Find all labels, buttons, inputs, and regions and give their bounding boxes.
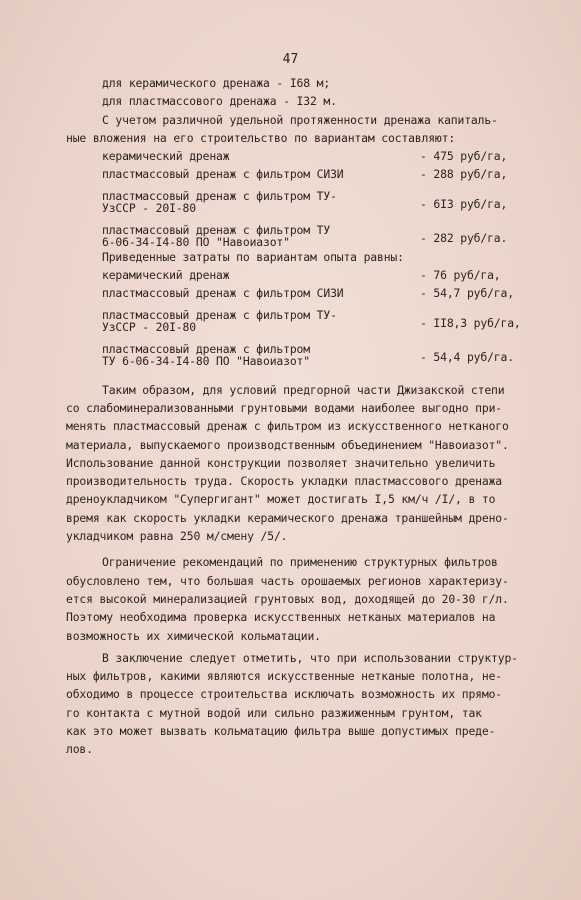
intro-line: для керамического дренажа - I68 м; [102,76,331,90]
paragraph-line: го контакта с мутной водой или сильно разжиженным грунтом, так [66,705,482,720]
costs-intro: Приведенные затраты по вариантам опыта равны: [102,249,404,264]
paragraph-line: как это может вызвать кольматацию фильтра выше допустимых преде- [66,724,496,739]
paragraph-line: лов. [66,742,93,757]
item-label: керамический дренаж [102,149,230,164]
item-label: пластмассовый дренаж с фильтром СИЗИ [102,167,344,182]
item-label-line: пластмассовый дренаж с фильтром ТУ- [102,188,337,203]
paragraph-line: менять пластмассовый дренаж с фильтром из искусственного нетканого [66,419,509,434]
paragraph-line: ных фильтров, какими являются искусственные нетканые полотна, не- [66,669,503,684]
paragraph-line: дреноукладчиком "Супергигант" может достигать I,5 км/ч /I/, в то [66,492,496,507]
capital-item [66,218,528,248]
item-value: - 76 руб/га, [420,268,501,283]
item-value: - 288 руб/га, [420,167,508,182]
item-label-line: УзССР - 20I-80 [102,200,196,215]
paragraph-line: Таким образом, для условий предгорной части Джизакской степи [102,382,505,397]
paragraph-conclusion-1 [66,381,528,546]
cost-item [66,266,528,284]
item-label: пластмассовый дренаж с фильтром СИЗИ [102,286,344,301]
item-value: - 54,7 руб/га, [420,286,514,301]
capital-list [66,147,528,248]
item-value: - 282 руб/га. [420,231,508,246]
capital-item [66,165,528,183]
item-label-line: пластмассовый дренаж с фильтром ТУ [102,222,331,237]
paragraph-line: время как скорость укладки керамического дренажа траншейным дрено- [66,510,509,525]
item-label-line: пластмассовый дренаж с фильтром ТУ- [102,307,337,322]
item-value: - 6I3 руб/га, [420,197,508,212]
item-label [66,343,310,367]
intro-line: для пластмассового дренажа - I32 м. [102,94,337,109]
paragraph-line: возможность их химической кольматации. [66,628,321,643]
item-value: - 475 руб/га, [420,149,508,164]
paragraph-line: обусловлено тем, что большая часть орошаемых регионов характеризу- [66,573,509,588]
item-label [66,309,337,333]
paragraph-conclusion-3 [66,649,528,759]
costs-list [66,266,528,367]
cost-item [66,303,528,333]
paragraph-line: производительность труда. Скорость укладки пластмассового дренажа [66,474,503,489]
paragraph-line: укладчиком равна 250 м/смену /5/. [66,529,288,544]
item-label [66,224,330,248]
paragraph-line: В заключение следует отметить, что при использовании структур- [102,650,518,665]
paragraph-line: Использование данной конструкции позволяет значительно увеличить [66,455,496,470]
item-value: - 54,4 руб/га. [420,350,514,365]
paragraph-line: ется высокой минерализацией грунтовых вод, доходящей до 20-30 г/л. [66,591,509,606]
item-label [66,190,337,214]
paragraph-line: со слабоминерализованными грунтовыми водами наиболее выгодно при- [66,400,503,415]
item-value: - II8,3 руб/га, [420,316,521,331]
paragraph-line: Поэтому необходима проверка искусственных нетканых материалов на [66,610,496,625]
item-label-line: УзССР - 20I-80 [102,319,196,334]
paragraph-conclusion-2 [66,553,528,644]
paragraph-line: материала, выпускаемого производственным объединением "Навоиазот". [66,437,509,452]
document-body [66,74,528,759]
item-label: керамический дренаж [102,268,230,283]
capital-item [66,147,528,165]
cost-item [66,284,528,302]
paragraph-line: обходимо в процессе строительства исключать возможность их прямо- [66,687,503,702]
item-label-line: ТУ 6-06-34-I4-80 ПО "Навоиазот" [102,353,310,368]
item-label-line: 6-06-34-I4-80 ПО "Навоиазот" [102,234,290,249]
paragraph-line: Ограничение рекомендаций по применению структурных фильтров [102,555,498,570]
intro-line: С учетом различной удельной протяженности дренажа капиталь- [102,112,498,127]
cost-item [66,337,528,367]
item-label-line: пластмассовый дренаж с фильтром [102,341,310,356]
page-number: 47 [282,52,299,67]
capital-item [66,184,528,214]
intro-line: ные вложения на его строительство по вариантам составляют: [66,130,456,145]
